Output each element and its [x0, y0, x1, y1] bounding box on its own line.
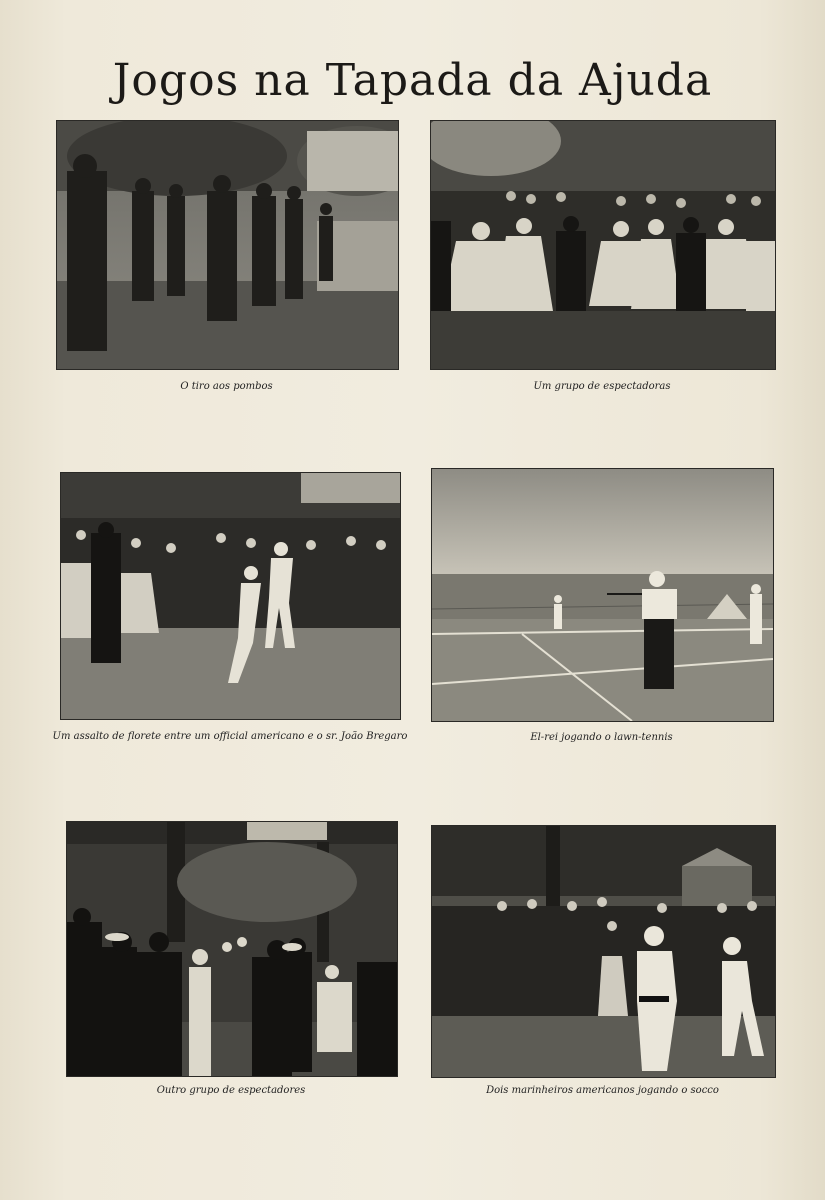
photo-caption: Um grupo de espectadoras	[533, 381, 671, 392]
photo-fencing	[60, 472, 401, 720]
photo-caption: Outro grupo de espectadores	[156, 1085, 306, 1096]
photo-pigeon-shooting	[56, 120, 399, 370]
photo-caption: El-rei jogando o lawn-tennis	[530, 732, 673, 743]
photo-boxing	[431, 825, 776, 1078]
page-title: Jogos na Tapada da Ajuda	[112, 55, 713, 107]
photo-women-spectators	[430, 120, 776, 370]
photo-caption: Dois marinheiros americanos jogando o socco	[486, 1085, 719, 1096]
photo-tennis	[431, 468, 774, 722]
photo-caption: Um assalto de florete entre um official americano e o sr. João Bregaro	[52, 731, 408, 742]
photo-caption: O tiro aos pombos	[180, 381, 273, 392]
photo-spectators	[66, 821, 398, 1077]
